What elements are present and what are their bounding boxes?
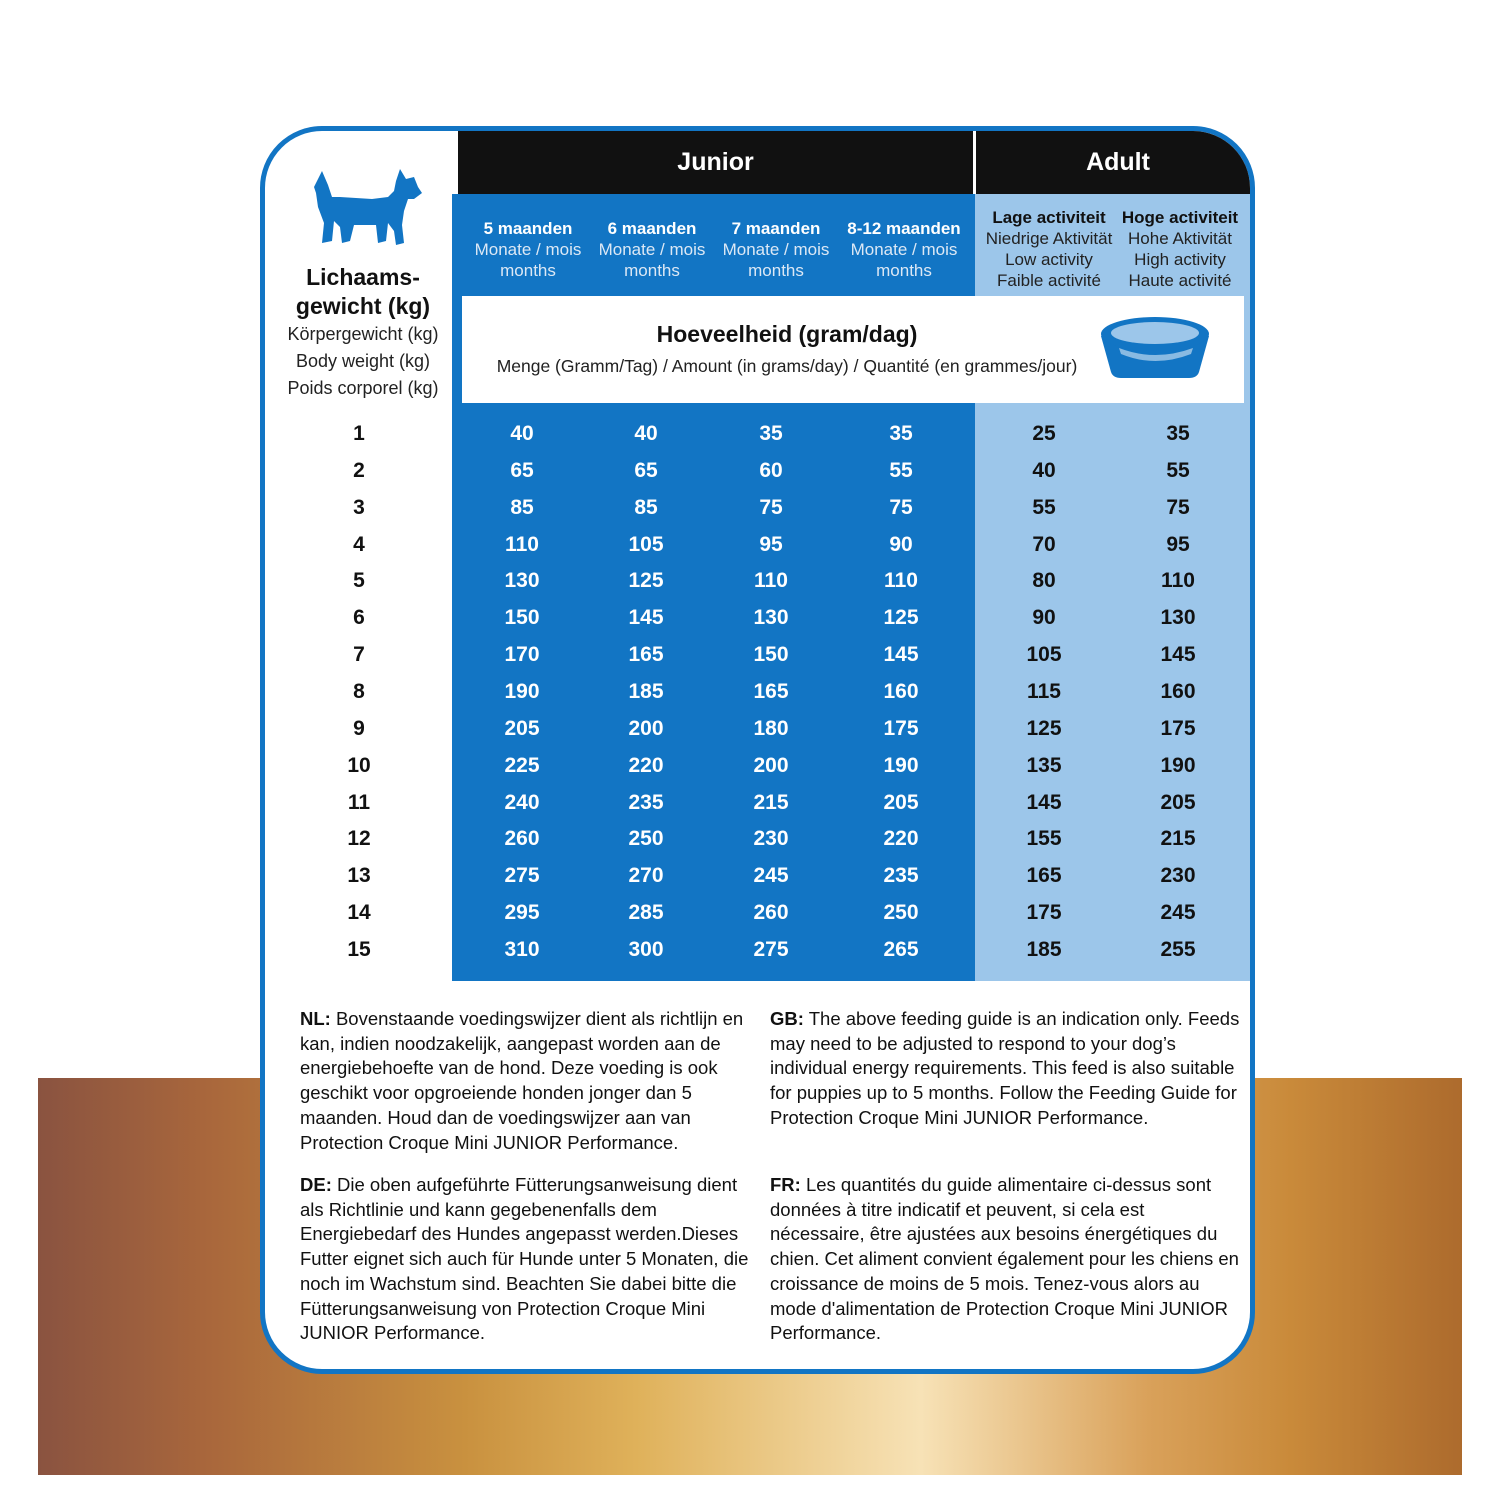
adult-amount-cell: 245 bbox=[1160, 901, 1196, 925]
table-row bbox=[265, 857, 1255, 894]
activity-col-en: High activity bbox=[1134, 250, 1226, 269]
junior-amount-cell: 245 bbox=[753, 864, 789, 888]
dog-silhouette-icon bbox=[310, 163, 425, 251]
junior-amount-cell: 235 bbox=[883, 864, 919, 888]
body-weight-fr: Poids corporel (kg) bbox=[287, 378, 439, 398]
junior-amount-cell: 145 bbox=[883, 643, 919, 667]
body-weight-de: Körpergewicht (kg) bbox=[287, 324, 439, 344]
activity-col-de: Hohe Aktivität bbox=[1128, 229, 1232, 248]
table-row bbox=[265, 747, 1255, 784]
activity-col-en: Low activity bbox=[1005, 250, 1093, 269]
adult-amount-cell: 190 bbox=[1160, 753, 1196, 777]
junior-amount-cell: 185 bbox=[628, 679, 664, 703]
table-row bbox=[265, 415, 1255, 452]
weight-cell: 1 bbox=[353, 422, 365, 445]
adult-amount-cell: 55 bbox=[1166, 458, 1190, 482]
table-row bbox=[265, 526, 1255, 563]
junior-amount-cell: 125 bbox=[883, 606, 919, 630]
age-col-line2: Monate / mois bbox=[722, 240, 830, 259]
adult-amount-cell: 115 bbox=[1027, 679, 1061, 703]
table-row bbox=[265, 784, 1255, 821]
junior-amount-cell: 220 bbox=[883, 827, 919, 851]
junior-amount-cell: 275 bbox=[504, 864, 540, 888]
activity-col-title: Lage activiteit bbox=[992, 208, 1106, 227]
adult-amount-cell: 95 bbox=[1166, 532, 1190, 556]
activity-column-high bbox=[1114, 207, 1246, 291]
weight-cell: 14 bbox=[347, 901, 371, 925]
age-col-title: 7 maanden bbox=[731, 219, 821, 238]
age-col-line3: months bbox=[500, 261, 556, 280]
weight-cell: 13 bbox=[347, 864, 371, 888]
junior-amount-cell: 55 bbox=[889, 458, 913, 482]
junior-amount-cell: 165 bbox=[628, 643, 664, 667]
junior-amount-cell: 190 bbox=[883, 753, 919, 777]
weight-cell: 11 bbox=[347, 790, 371, 814]
table-row bbox=[265, 820, 1255, 857]
junior-amount-cell: 150 bbox=[504, 606, 540, 630]
note-fr-text: Les quantités du guide alimentaire ci-dessus sont données à titre indicatif et peuvent, si cela est nécessaire, être ajustées aux besoins énergétiques du chien. Cet aliment convient également pour les chiens en croissance de moins de 5 mois. Tenez-vous alors au mode d'alimentation de Protection Croque Mini JUNIOR Performance. bbox=[770, 1174, 1239, 1344]
adult-amount-cell: 175 bbox=[1026, 901, 1062, 925]
age-col-title: 8-12 maanden bbox=[847, 219, 961, 238]
weight-cell: 8 bbox=[353, 679, 365, 703]
adult-amount-cell: 155 bbox=[1026, 827, 1062, 851]
note-nl-text: Bovenstaande voedingswijzer dient als richtlijn en kan, indien noodzakelijk, aangepast worden aan de energiebehoefte van de hond. Deze voeding is ook geschikt voor opgroeiende honden jonger dan 5 maanden. Houd dan de voedingswijzer aan van Protection Croque Mini JUNIOR Performance. bbox=[300, 1008, 744, 1153]
adult-amount-cell: 135 bbox=[1026, 753, 1062, 777]
junior-amount-cell: 310 bbox=[504, 937, 540, 961]
junior-amount-cell: 275 bbox=[753, 937, 789, 961]
junior-amount-cell: 65 bbox=[510, 458, 534, 482]
food-bowl-icon bbox=[1097, 314, 1212, 379]
table-row bbox=[265, 636, 1255, 673]
adult-amount-cell: 145 bbox=[1026, 790, 1062, 814]
age-col-title: 6 maanden bbox=[607, 219, 697, 238]
adult-amount-cell: 125 bbox=[1026, 716, 1062, 740]
age-col-line3: months bbox=[624, 261, 680, 280]
adult-amount-cell: 185 bbox=[1026, 937, 1062, 961]
junior-amount-cell: 205 bbox=[883, 790, 919, 814]
age-col-line2: Monate / mois bbox=[474, 240, 582, 259]
age-col-line2: Monate / mois bbox=[850, 240, 958, 259]
adult-amount-cell: 230 bbox=[1160, 864, 1196, 888]
age-col-line2: Monate / mois bbox=[598, 240, 706, 259]
note-gb bbox=[770, 1007, 1240, 1131]
age-column-8-12 bbox=[839, 218, 969, 281]
activity-col-de: Niedrige Aktivität bbox=[985, 229, 1113, 248]
adult-amount-cell: 80 bbox=[1032, 569, 1056, 593]
adult-amount-cell: 25 bbox=[1032, 422, 1056, 445]
activity-col-title: Hoge activiteit bbox=[1121, 208, 1239, 227]
weight-cell: 15 bbox=[347, 937, 371, 961]
junior-amount-cell: 40 bbox=[634, 422, 658, 445]
junior-amount-cell: 235 bbox=[628, 790, 664, 814]
junior-amount-cell: 260 bbox=[753, 901, 789, 925]
junior-amount-cell: 250 bbox=[883, 901, 919, 925]
weight-cell: 6 bbox=[353, 606, 365, 630]
age-col-line3: months bbox=[876, 261, 932, 280]
junior-amount-cell: 225 bbox=[504, 753, 540, 777]
junior-amount-cell: 95 bbox=[759, 532, 783, 556]
junior-amount-cell: 75 bbox=[759, 495, 783, 519]
junior-amount-cell: 105 bbox=[628, 532, 664, 556]
age-column-7 bbox=[716, 218, 836, 281]
junior-amount-cell: 240 bbox=[504, 790, 540, 814]
adult-amount-cell: 105 bbox=[1026, 643, 1062, 667]
junior-amount-cell: 270 bbox=[628, 864, 664, 888]
feeding-guide-card bbox=[260, 126, 1255, 1374]
body-weight-label bbox=[283, 263, 443, 402]
junior-amount-cell: 60 bbox=[759, 458, 783, 482]
adult-amount-cell: 40 bbox=[1032, 458, 1056, 482]
junior-amount-cell: 150 bbox=[753, 643, 789, 667]
table-row bbox=[265, 710, 1255, 747]
junior-amount-cell: 265 bbox=[883, 937, 919, 961]
junior-amount-cell: 165 bbox=[753, 679, 789, 703]
activity-column-low bbox=[979, 207, 1119, 291]
age-col-title: 5 maanden bbox=[483, 219, 573, 238]
age-column-5 bbox=[468, 218, 588, 281]
table-row bbox=[265, 894, 1255, 931]
junior-amount-cell: 200 bbox=[753, 753, 789, 777]
note-nl-label: NL: bbox=[300, 1008, 331, 1029]
junior-amount-cell: 75 bbox=[889, 495, 913, 519]
adult-amount-cell: 70 bbox=[1032, 532, 1056, 556]
weight-cell: 10 bbox=[347, 753, 371, 777]
table-row bbox=[265, 931, 1255, 968]
note-fr-label: FR: bbox=[770, 1174, 801, 1195]
junior-amount-cell: 230 bbox=[753, 827, 789, 851]
age-col-line3: months bbox=[748, 261, 804, 280]
junior-amount-cell: 90 bbox=[889, 532, 913, 556]
junior-amount-cell: 160 bbox=[883, 679, 919, 703]
weight-cell: 12 bbox=[347, 827, 371, 851]
junior-amount-cell: 180 bbox=[753, 716, 789, 740]
junior-header: Junior bbox=[458, 131, 973, 194]
note-fr bbox=[770, 1173, 1240, 1346]
junior-amount-cell: 65 bbox=[634, 458, 658, 482]
adult-amount-cell: 255 bbox=[1160, 937, 1196, 961]
junior-amount-cell: 85 bbox=[634, 495, 658, 519]
junior-amount-cell: 175 bbox=[883, 716, 919, 740]
junior-amount-cell: 220 bbox=[628, 753, 664, 777]
weight-cell: 2 bbox=[353, 458, 365, 482]
junior-amount-cell: 260 bbox=[504, 827, 540, 851]
junior-amount-cell: 35 bbox=[889, 422, 913, 445]
junior-amount-cell: 35 bbox=[759, 422, 783, 445]
amount-subtitle: Menge (Gramm/Tag) / Amount (in grams/day) / Quantité (en grammes/jour) bbox=[496, 356, 1078, 376]
body-weight-title-line2: gewicht (kg) bbox=[295, 293, 431, 319]
junior-amount-cell: 125 bbox=[628, 569, 664, 593]
junior-amount-cell: 170 bbox=[504, 643, 540, 667]
junior-amount-cell: 85 bbox=[510, 495, 534, 519]
amount-title: Hoeveelheid (gram/dag) bbox=[656, 321, 918, 347]
adult-amount-cell: 75 bbox=[1166, 495, 1190, 519]
amount-header-box bbox=[462, 296, 1244, 403]
weight-cell: 7 bbox=[353, 643, 365, 667]
weight-cell: 5 bbox=[353, 569, 365, 593]
junior-amount-cell: 250 bbox=[628, 827, 664, 851]
adult-amount-cell: 110 bbox=[1161, 569, 1195, 593]
junior-amount-cell: 295 bbox=[504, 901, 540, 925]
table-row bbox=[265, 562, 1255, 599]
adult-header: Adult bbox=[976, 131, 1255, 194]
weight-cell: 4 bbox=[353, 532, 365, 556]
table-row bbox=[265, 452, 1255, 489]
junior-amount-cell: 110 bbox=[505, 532, 539, 556]
weight-cell: 9 bbox=[353, 716, 365, 740]
junior-amount-cell: 200 bbox=[628, 716, 664, 740]
adult-amount-cell: 90 bbox=[1032, 606, 1056, 630]
adult-amount-cell: 205 bbox=[1160, 790, 1196, 814]
note-de-label: DE: bbox=[300, 1174, 332, 1195]
adult-amount-cell: 175 bbox=[1160, 716, 1196, 740]
adult-amount-cell: 55 bbox=[1032, 495, 1056, 519]
age-column-6 bbox=[592, 218, 712, 281]
body-weight-title-line1: Lichaams- bbox=[306, 264, 420, 290]
junior-amount-cell: 130 bbox=[753, 606, 789, 630]
junior-amount-cell: 190 bbox=[504, 679, 540, 703]
junior-amount-cell: 285 bbox=[628, 901, 664, 925]
note-de bbox=[300, 1173, 760, 1346]
junior-amount-cell: 130 bbox=[504, 569, 540, 593]
adult-amount-cell: 145 bbox=[1160, 643, 1196, 667]
activity-col-fr: Haute activité bbox=[1128, 271, 1232, 290]
adult-amount-cell: 165 bbox=[1026, 864, 1062, 888]
note-gb-text: The above feeding guide is an indication only. Feeds may need to be adjusted to respond to your dog’s individual energy requirements. This feed is also suitable for puppies up to 5 months. Follow the Feeding Guide for Protection Croque Mini JUNIOR Performance. bbox=[770, 1008, 1240, 1128]
junior-amount-cell: 145 bbox=[628, 606, 664, 630]
adult-amount-cell: 215 bbox=[1160, 827, 1196, 851]
note-gb-label: GB: bbox=[770, 1008, 804, 1029]
adult-amount-cell: 130 bbox=[1160, 606, 1196, 630]
note-nl bbox=[300, 1007, 760, 1155]
junior-amount-cell: 300 bbox=[628, 937, 664, 961]
table-row bbox=[265, 673, 1255, 710]
weight-cell: 3 bbox=[353, 495, 365, 519]
table-row bbox=[265, 489, 1255, 526]
junior-amount-cell: 40 bbox=[510, 422, 534, 445]
adult-amount-cell: 35 bbox=[1166, 422, 1190, 445]
junior-amount-cell: 110 bbox=[884, 569, 918, 593]
adult-amount-cell: 160 bbox=[1160, 679, 1196, 703]
junior-amount-cell: 205 bbox=[504, 716, 540, 740]
activity-col-fr: Faible activité bbox=[997, 271, 1101, 290]
junior-amount-cell: 215 bbox=[753, 790, 789, 814]
body-weight-en: Body weight (kg) bbox=[295, 351, 431, 371]
table-row bbox=[265, 599, 1255, 636]
junior-amount-cell: 110 bbox=[754, 569, 788, 593]
note-de-text: Die oben aufgeführte Fütterungsanweisung dient als Richtlinie und kann gegebenenfalls dem Energiebedarf des Hundes angepasst werden.Dieses Futter eignet sich auch für Hunde unter 5 Monaten, die noch im Wachstum sind. Beachten Sie dabei bitte die Fütterungsanweisung von Protection Croque Mini JUNIOR Performance. bbox=[300, 1174, 749, 1344]
